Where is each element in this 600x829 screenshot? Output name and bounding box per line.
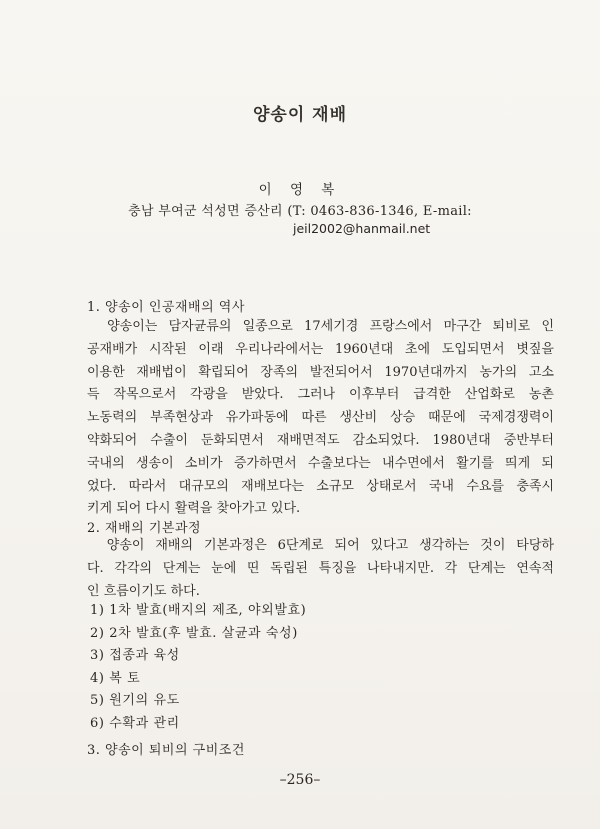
process-step: 1) 1차 발효(배지의 제조, 야외발효) [90,603,307,618]
section-1-heading: 1. 양송이 인공재배의 역사 [87,300,245,315]
process-step: 2) 2차 발효(후 발효. 살균과 숙성) [90,625,298,641]
author-name: 이 영 복 [258,182,342,198]
document-title: 양송이 재배 [252,105,348,125]
process-steps-list [90,600,306,736]
paragraph-line: 키게 되어 다시 활력을 찾아가고 있다. [87,501,301,517]
paragraph-line: 득 작목으로서 각광을 받았다. 그러나 이후부터 급격한 산업화로 농촌 [87,387,554,403]
author-affiliation: 충남 부여군 석성면 증산리 (T: 0463-836-1346, E-mail: [128,204,472,219]
paragraph-line: 국내의 생송이 소비가 증가하면서 수출보다는 내수면에서 활기를 띄게 되 [87,455,554,471]
paragraph-line: 공재배가 시작된 이래 우리나라에서는 1960년대 초에 도입되면서 볏짚을 [87,341,554,357]
process-step: 5) 원기의 유도 [90,693,180,709]
paragraph-line: 약화되어 수출이 둔화되면서 재배면적도 감소되었다. 1980년대 중반부터 [87,432,554,448]
paragraph-line: 노동력의 부족현상과 유가파동에 따른 생산비 상승 때문에 국제경쟁력이 [87,410,554,426]
section-1-paragraph [87,316,554,521]
paragraph-line: 었다. 따라서 대규모의 재배보다는 소규모 상태로서 국내 수요를 충족시 [87,478,554,494]
process-step: 4) 복 토 [90,670,141,686]
author-email: jeil2002@hanmail.net [293,221,431,236]
section-2-paragraph [87,535,554,603]
paragraph-line: 인 흐름이기도 하다. [87,583,200,599]
paragraph-line: 양송이는 담자균류의 일종으로 17세기경 프랑스에서 마구간 퇴비로 인 [87,319,554,334]
paragraph-line: 이용한 재배법이 확립되어 장족의 발전되어서 1970년대까지 농가의 고소 [87,364,554,380]
section-2-heading: 2. 재배의 기본과정 [87,521,202,536]
paragraph-line: 양송이 재배의 기본과정은 6단계로 되어 있다고 생각하는 것이 타당하 [87,538,554,553]
page-number: –256– [279,772,321,788]
paragraph-line: 다. 각각의 단계는 눈에 띤 독립된 특징을 나타내지만. 각 단계는 연속적 [87,560,554,576]
process-step: 6) 수확과 관리 [90,715,180,731]
process-step: 3) 접종과 육성 [90,648,180,664]
section-3-heading: 3. 양송이 퇴비의 구비조건 [87,743,245,758]
